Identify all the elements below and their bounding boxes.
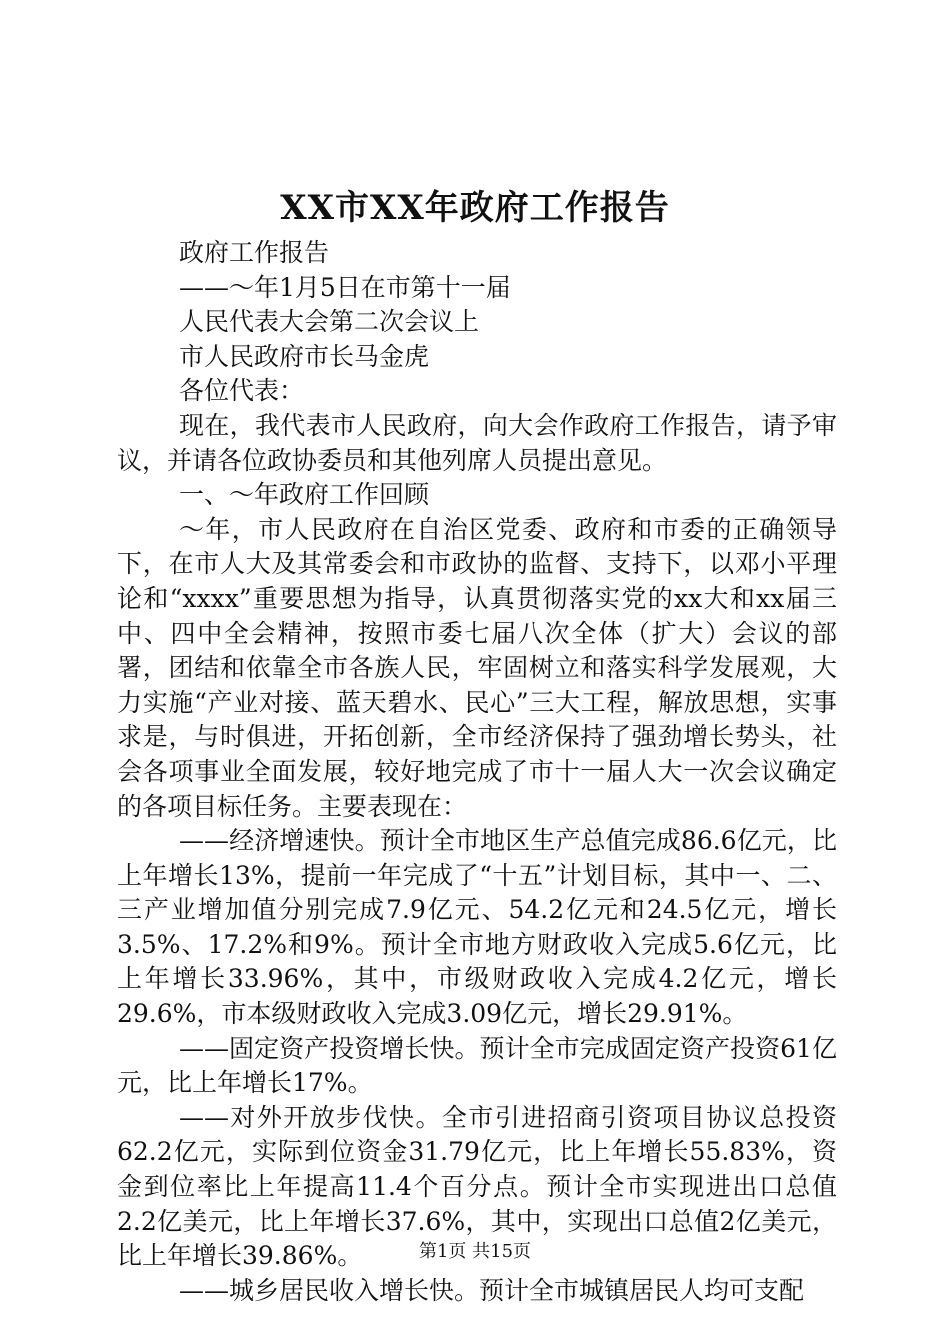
header-line-date: ——～年1月5日在市第十一届 (179, 272, 511, 302)
paragraph-intro: 现在，我代表市人民政府，向大会作政府工作报告，请予审议，并请各位政协委员和其他列席人员提出意见。 (117, 410, 837, 475)
paragraph-investment: ——固定资产投资增长快。预计全市完成固定资产投资61亿元，比上年增长17%。 (117, 1033, 837, 1098)
header-line-meeting: 人民代表大会第二次会议上 (179, 307, 480, 337)
page-footer: 第1页 共15页 (418, 1241, 532, 1262)
header-line-salutation: 各位代表： (179, 376, 305, 406)
paragraph-income: ——城乡居民收入增长快。预计全市城镇居民人均可支配 (179, 1275, 805, 1305)
document-body (117, 236, 837, 1308)
paragraph-economy: ——经济增速快。预计全市地区生产总值完成86.6亿元，比上年增长13%，提前一年完成了“十五”计划目标，其中一、二、三产业增加值分别完成7.9亿元、54.2亿元和24.5亿元，增长3.5%、17.2%和9%。预计全市地方财政收入完成5.6亿元，比上年增长33.96%，其中，市级财政收入完成4.2亿元，增长29.6%，市本级财政收入完成3.09亿元，增长29.91%。 (117, 826, 837, 1029)
paragraph-review: ～年，市人民政府在自治区党委、政府和市委的正确领导下，在市人大及其常委会和市政协的监督、支持下，以邓小平理论和“xxxx”重要思想为指导，认真贯彻落实党的xx大和xx届三中、四中全会精神，按照市委七届八次全体（扩大）会议的部署，团结和依靠全市各族人民，牢固树立和落实科学发展观，大力实施“产业对接、蓝天碧水、民心”三大工程，解放思想，实事求是，与时俱进，开拓创新，全市经济保持了强劲增长势头，社会各项事业全面发展，较好地完成了市十一届人大一次会议确定的各项目标任务。主要表现在： (117, 514, 837, 821)
section-heading-review: 一、～年政府工作回顾 (179, 480, 430, 510)
header-line-report-name: 政府工作报告 (179, 238, 330, 267)
paragraph-opening-up: ——对外开放步伐快。全市引进招商引资项目协议总投资62.2亿元，实际到位资金31.79亿元，比上年增长55.83%，资金到位率比上年提高11.4个百分点。预计全市实现进出口总值2.2亿美元，比上年增长37.6%，其中，实现出口总值2亿美元，比上年增长39.86%。 (117, 1102, 837, 1271)
document-title: XX市XX年政府工作报告 (280, 188, 670, 228)
header-line-speaker: 市人民政府市长马金虎 (179, 341, 430, 371)
